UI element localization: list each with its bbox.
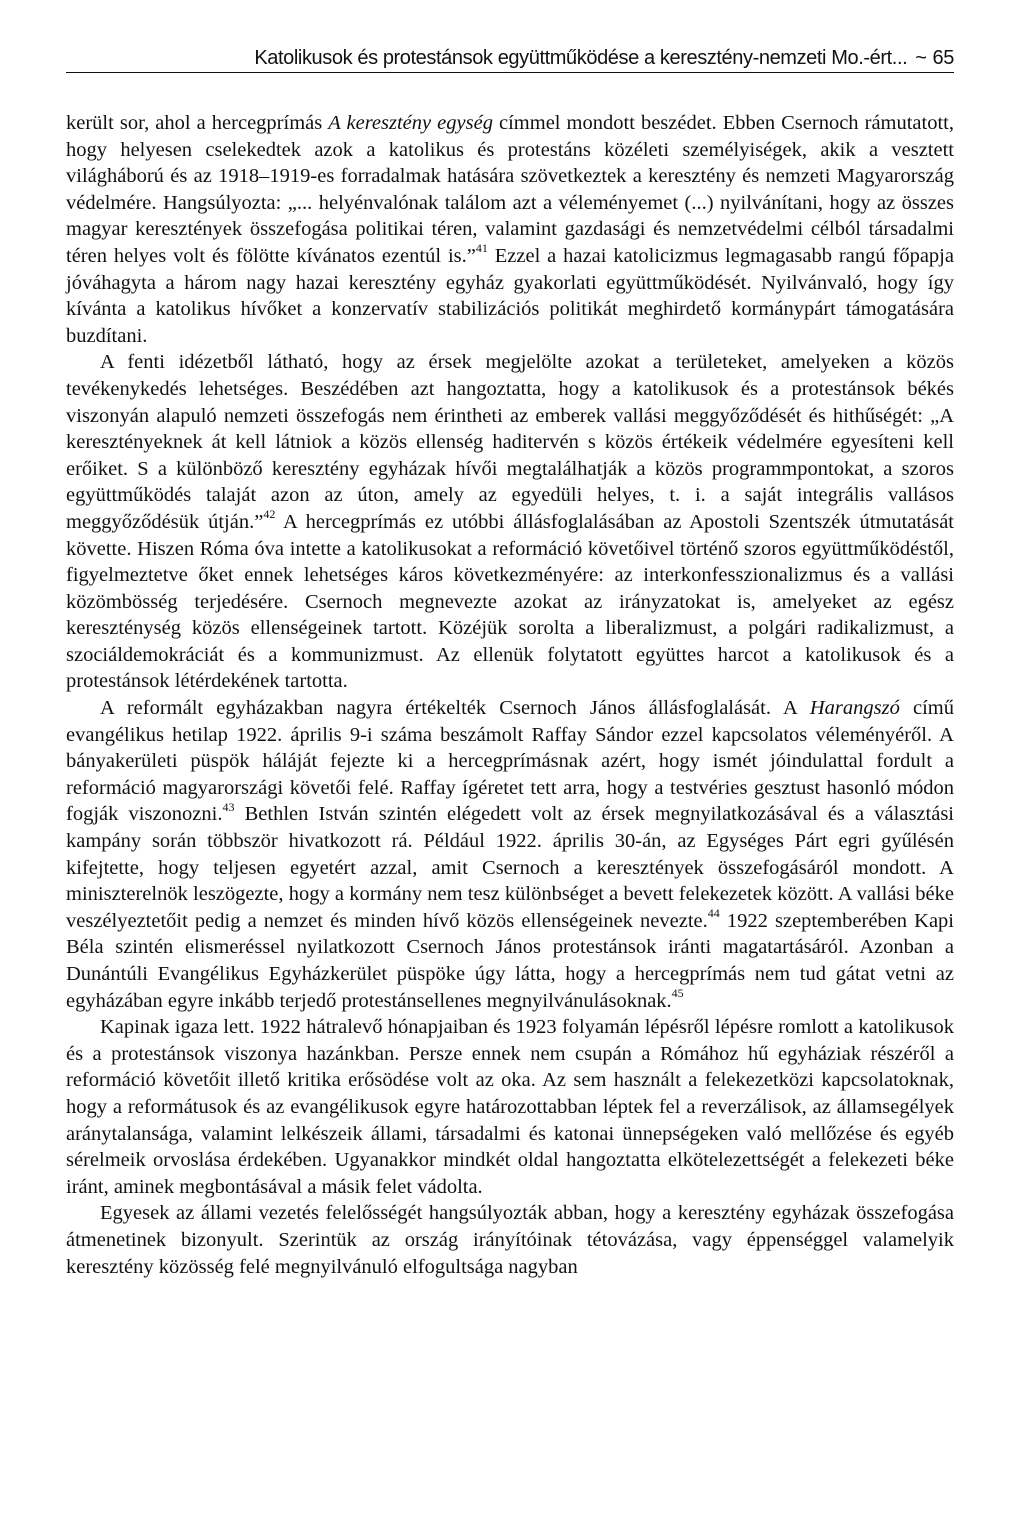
paragraph-1 — [66, 110, 954, 349]
text-run: címmel mondott beszédet. Ebben Csernoch rámutatott, hogy helyesen cselekedtek azok a katolikus és protestáns közéleti személyiségek, akik a vesztett világháború és az 1918–1919-es forradalmak hatására szövetkeztek a keresztény és nemzeti Magyarország védelmére. Hangsúlyozta: „... helyénvalónak találom azt a véleményemet (...) nyilvánítani, hogy az összes magyar keresztények összefogása politikai téren, valamint gazdasági és nemzetvédelmi célból társadalmi téren helyes volt és fölötte kívánatos ezentúl is.” — [66, 112, 954, 267]
header-separator: ~ — [915, 47, 927, 69]
text-run: című evangélikus hetilap 1922. április 9-i száma beszámolt Raffay Sándor ezzel kapcsolatos véleményéről. A bányakerületi püspök háláját fejezte ki a hercegprímásnak azért, hogy ismét jóindulattal fordult a reformáció magyarországi követői felé. Raffay ígéretet tett arra, hogy a testvéries gesztust hasonló módon fogják viszonozni. — [66, 697, 954, 826]
footnote-ref-43: 43 — [222, 799, 235, 814]
footnote-ref-42: 42 — [263, 507, 276, 522]
paragraph-4 — [66, 1014, 954, 1200]
text-run: A hercegprímás ez utóbbi állásfoglalásában az Apostoli Szentszék útmutatását követte. Hiszen Róma óva intette a katolikusokat a reformáció követőivel történő szoros együttműködéstől, figyelmeztetve őket ennek lehetséges káros következményére: az interkonfesszionalizmus és a vallási közömbösség terjedésére. Csernoch megnevezte azokat az irányzatokat is, amelyeket az egész kereszténység közös ellenségeinek tartott. Közéjük sorolta a liberalizmust, a polgári radikalizmust, a szociáldemokráciát és a kommunizmust. Az ellenük folytatott együttes harcot a katolikusok és a protestánsok létérdekének tartotta. — [66, 510, 954, 693]
text-run: A reformált egyházakban nagyra értékelték Csernoch János állásfoglalását. A — [100, 697, 810, 720]
paragraph-2 — [66, 349, 954, 695]
text-run: Ezzel a hazai katolicizmus legmagasabb rangú főpapja jóváhagyta a három nagy hazai keresztény egyház gyakorlati együttműködését. Nyilvánvaló, hogy így kívánta a katolikus hívőket a konzervatív stabilizációs politikát meghirdető kormánypárt támogatására buzdítani. — [66, 244, 954, 347]
footnote-ref-45: 45 — [671, 985, 684, 1000]
text-run: Egyesek az állami vezetés felelősségét hangsúlyozták abban, hogy a keresztény egyházak összefogása átmenetinek bizonyult. Szerintük az ország irányítóinak tétovázása, vagy éppenséggel valamelyik keresztény közösség felé megnyilvánuló elfogultsága nagyban — [66, 1202, 954, 1278]
page-body — [66, 110, 954, 1280]
paragraph-5 — [66, 1200, 954, 1280]
page-number: 65 — [932, 47, 954, 69]
text-run: került sor, ahol a hercegprímás — [66, 112, 329, 134]
text-run: Bethlen István szintén elégedett volt az érsek megnyilatkozásával és a választási kampány során többször hivatkozott rá. Például 1922. április 30-án, az Egységes Párt egri gyűlésén kifejtette, hogy teljesen egyetért azzal, amit Csernoch a keresztények összefogásáról mondott. A miniszterelnök leszögezte, hogy a kormány nem tesz különbséget a bevett felekezetek között. A vallási béke veszélyeztetőit pedig a nemzet és minden hívő közös ellenségeinek nevezte. — [66, 803, 954, 932]
footnote-ref-41: 41 — [475, 241, 488, 256]
footnote-ref-44: 44 — [707, 905, 720, 920]
italic-title: A keresztény egység — [328, 112, 493, 134]
text-run: A fenti idézetből látható, hogy az érsek megjelölte azokat a területeket, amelyeken a közös tevékenykedés lehetséges. Beszédében azt hangoztatta, hogy a katolikusok és a protestánsok békés viszonyán alapuló nemzeti összefogás nem érintheti az emberek vallási meggyőződését és hithűségét: „A keresztényeknek át kell látniok a közös ellenség haditervén s közös értékeik védelmére egyesíteni kell erőiket. S a különböző keresztény egyházak hívői megtalálhatják a közös programmpontokat, a szoros együttműködés talaját azon az úton, amely az egyedüli helyes, t. i. a saját integrális vallásos meggyőződésük útján.” — [66, 351, 954, 533]
header-title: Katolikusok és protestánsok együttműködése a keresztény-nemzeti Mo.-ért... — [254, 47, 908, 69]
running-header — [66, 46, 954, 73]
text-run: 1922 szeptemberében Kapi Béla szintén elismeréssel nyilatkozott Csernoch János protestánsok iránti magatartásáról. Azonban a Dunántúli Evangélikus Egyházkerület püspöke úgy látta, hogy a hercegprímás nem tud gátat vetni az egyházában egyre inkább terjedő protestánsellenes megnyilvánulásoknak. — [66, 909, 954, 1012]
paragraph-3 — [66, 695, 954, 1014]
italic-title: Harangszó — [809, 697, 900, 720]
text-run: Kapinak igaza lett. 1922 hátralevő hónapjaiban és 1923 folyamán lépésről lépésre romlott a katolikusok és a protestánsok viszonya hazánkban. Persze ennek nem csupán a Rómához hű egyháziak részéről a reformáció követőit illető kritika erősödése volt az oka. Az sem használt a felekezetközi kapcsolatoknak, hogy a reformátusok és az evangélikusok egyre határozottabban léptek fel a reverzálisok, az államsegélyek aránytalansága, valamint lelkészeik állami, társadalmi és katonai ünnepségeken való mellőzése és egyéb sérelmeik orvoslása érdekében. Ugyanakkor mindkét oldal hangoztatta elkötelezettségét a felekezeti béke iránt, aminek megbontásával a másik felet vádolta. — [66, 1016, 954, 1198]
